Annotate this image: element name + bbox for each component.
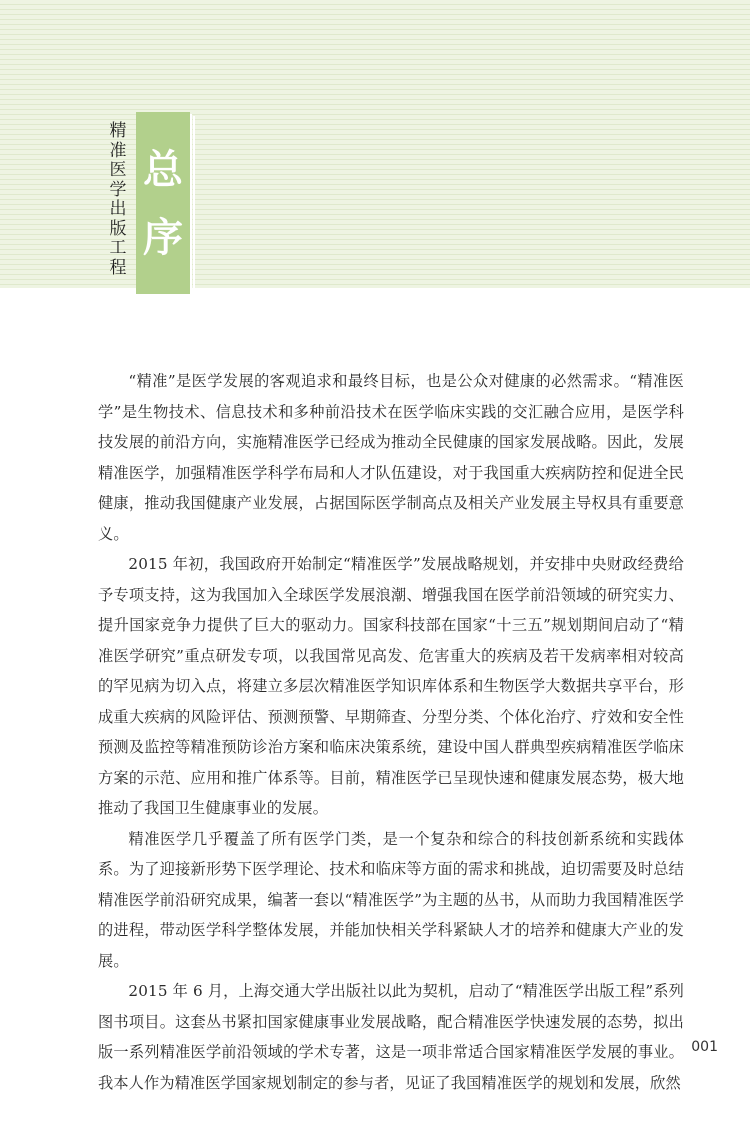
page-number: 001 <box>691 1039 718 1055</box>
paragraph: 2015 年 6 月，上海交通大学出版社以此为契机，启动了“精准医学出版工程”系列图书项目。这套丛书紧扣国家健康事业发展战略，配合精准医学快速发展的态势，拟出版一系列精准医学前沿领域的学术专著，这是一项非常适合国家精准医学发展的事业。我本人作为精准医学国家规划制定的参与者，见证了我国精准医学的规划和发展，欣然 <box>98 982 684 1092</box>
chapter-title-char-2: 序 <box>143 214 183 261</box>
paragraph: “精准”是医学发展的客观追求和最终目标，也是公众对健康的必然需求。“精准医学”是生物技术、信息技术和多种前沿技术在医学临床实践的交汇融合应用，是医学科技发展的前沿方向，实施精准医学已经成为推动全民健康的国家发展战略。因此，发展精准医学，加强精准医学科学布局和人才队伍建设，对于我国重大疾病防控和促进全民健康，推动我国健康产业发展，占据国际医学制高点及相关产业发展主导权具有重要意义。 <box>98 372 684 543</box>
chapter-title-box <box>136 112 190 294</box>
chapter-title-char-1: 总 <box>143 146 183 193</box>
series-title: 精准医学出版工程 <box>109 121 127 278</box>
body-text <box>98 366 684 1098</box>
paragraph: 2015 年初，我国政府开始制定“精准医学”发展战略规划，并安排中央财政经费给予专项支持，这为我国加入全球医学发展浪潮、增强我国在医学前沿领域的研究实力、提升国家竞争力提供了巨大的驱动力。国家科技部在国家“十三五”规划期间启动了“精准医学研究”重点研发专项，以我国常见高发、危害重大的疾病及若干发病率相对较高的罕见病为切入点，将建立多层次精准医学知识库体系和生物医学大数据共享平台，形成重大疾病的风险评估、预测预警、早期筛查、分型分类、个体化治疗、疗效和安全性预测及监控等精准预防诊治方案和临床决策系统，建设中国人群典型疾病精准医学临床方案的示范、应用和推广体系等。目前，精准医学已呈现快速和健康发展态势，极大地推动了我国卫生健康事业的发展。 <box>98 555 684 817</box>
paragraph: 精准医学几乎覆盖了所有医学门类，是一个复杂和综合的科技创新系统和实践体系。为了迎接新形势下医学理论、技术和临床等方面的需求和挑战，迫切需要及时总结精准医学前沿研究成果，编著一套以“精准医学”为主题的丛书，从而助力我国精准医学的进程，带动医学科学整体发展，并能加快相关学科紧缺人才的培养和健康大产业的发展。 <box>98 829 684 970</box>
